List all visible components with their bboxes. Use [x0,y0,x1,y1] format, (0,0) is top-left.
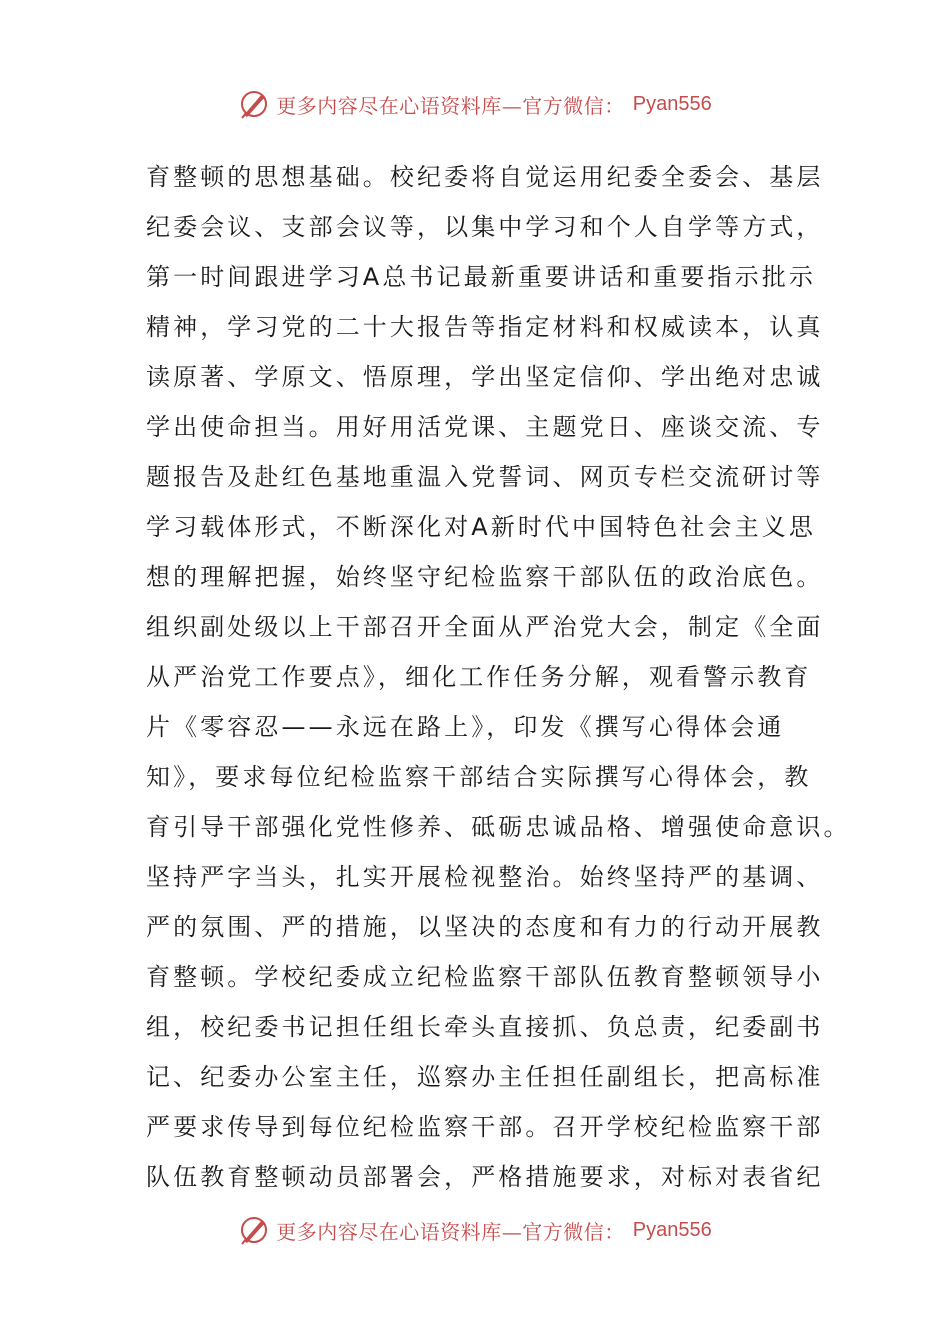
body-line: 片《零容忍——永远在路上》，印发《撰写心得体会通 [146,713,785,741]
body-line: 记、纪委办公室主任，巡察办主任担任副组长，把高标准 [146,1063,824,1091]
document-body [146,152,851,1202]
body-line: 题报告及赴红色基地重温入党誓词、网页专栏交流研讨等 [146,463,824,491]
body-line: 学出使命担当。用好用活党课、主题党日、座谈交流、专 [146,413,824,441]
body-line: 队伍教育整顿动员部署会，严格措施要求，对标对表省纪 [146,1163,824,1191]
header-banner-id: Pyan556 [632,92,712,115]
body-line: 育整顿。学校纪委成立纪检监察干部队伍教育整顿领导小 [146,963,824,991]
body-line: 严要求传导到每位纪检监察干部。召开学校纪检监察干部 [146,1113,824,1141]
body-line: 坚持严字当头，扎实开展检视整治。始终坚持严的基调、 [146,863,824,891]
footer-banner-id: Pyan556 [632,1218,712,1241]
pen-logo-icon [238,1214,270,1246]
footer-banner-text: 更多内容尽在心语资料库—官方微信： [276,1219,625,1244]
body-line: 组织副处级以上干部召开全面从严治党大会，制定《全面 [146,613,824,641]
body-line: 想的理解把握，始终坚守纪检监察干部队伍的政治底色。 [146,563,824,591]
body-line: 纪委会议、支部会议等，以集中学习和个人自学等方式， [146,213,824,241]
body-line: 学习载体形式，不断深化对A新时代中国特色社会主义思 [146,513,816,541]
body-line: 从严治党工作要点》，细化工作任务分解，观看警示教育 [146,663,812,691]
body-line: 育引导干部强化党性修养、砥砺忠诚品格、增强使命意识。 [146,813,851,841]
body-line: 严的氛围、严的措施，以坚决的态度和有力的行动开展教 [146,913,824,941]
header-banner-text: 更多内容尽在心语资料库—官方微信： [276,93,625,118]
body-line: 精神，学习党的二十大报告等指定材料和权威读本，认真 [146,313,824,341]
body-line: 第一时间跟进学习A总书记最新重要讲话和重要指示批示 [146,263,816,291]
pen-logo-icon [238,88,270,120]
body-line: 读原著、学原文、悟原理，学出坚定信仰、学出绝对忠诚 [146,363,824,391]
body-line: 知》，要求每位纪检监察干部结合实际撰写心得体会，教 [146,763,812,791]
header-watermark-banner [0,84,950,124]
body-line: 组，校纪委书记担任组长牵头直接抓、负总责，纪委副书 [146,1013,824,1041]
footer-watermark-banner [0,1210,950,1250]
body-line: 育整顿的思想基础。校纪委将自觉运用纪委全委会、基层 [146,163,824,191]
